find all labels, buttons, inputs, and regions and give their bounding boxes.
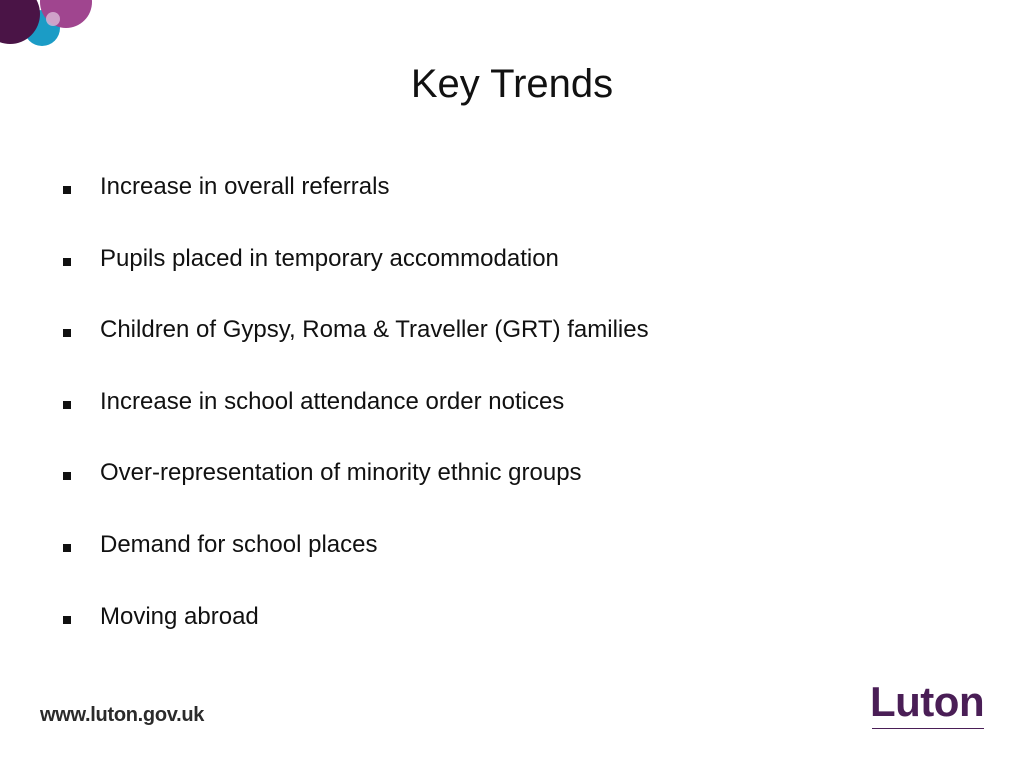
square-bullet-icon [63, 616, 71, 624]
decorative-bubbles-icon [0, 0, 100, 60]
bullet-text: Moving abroad [100, 602, 259, 630]
luton-logo [870, 676, 986, 728]
list-item [60, 316, 649, 388]
brand-name: Luton [870, 678, 985, 725]
bullet-list [60, 173, 649, 674]
brand-underline [872, 728, 984, 729]
bullet-text: Children of Gypsy, Roma & Traveller (GRT) families [100, 316, 649, 344]
bubble-highlight [46, 12, 60, 26]
square-bullet-icon [63, 258, 71, 266]
square-bullet-icon [63, 544, 71, 552]
bullet-text: Over-representation of minority ethnic groups [100, 459, 582, 487]
square-bullet-icon [63, 472, 71, 480]
square-bullet-icon [63, 401, 71, 409]
list-item [60, 388, 649, 460]
slide-title: Key Trends [410, 62, 614, 106]
list-item [60, 459, 649, 531]
bullet-text: Pupils placed in temporary accommodation [100, 244, 559, 272]
list-item [60, 173, 649, 245]
bullet-text: Demand for school places [100, 530, 378, 558]
list-item [60, 531, 649, 603]
list-item [60, 245, 649, 317]
footer-url: www.luton.gov.uk [40, 704, 205, 726]
square-bullet-icon [63, 186, 71, 194]
bullet-text: Increase in school attendance order notices [100, 387, 565, 415]
square-bullet-icon [63, 329, 71, 337]
list-item [60, 603, 649, 675]
bullet-text: Increase in overall referrals [100, 173, 390, 200]
